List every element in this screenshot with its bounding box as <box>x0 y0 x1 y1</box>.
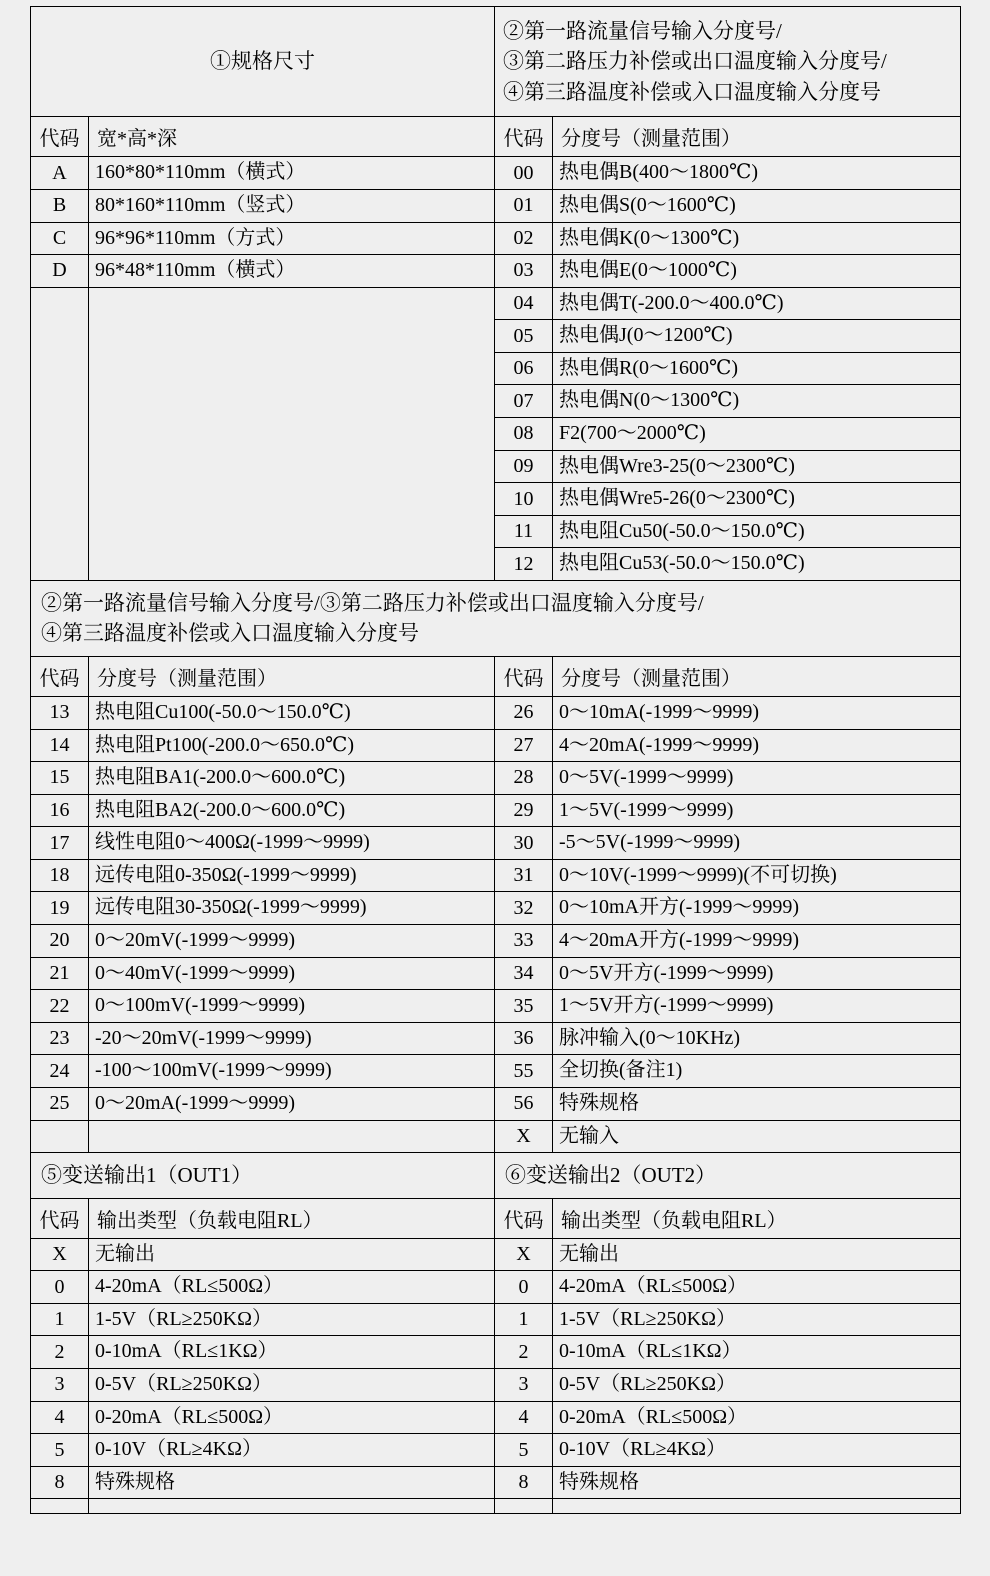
table-row <box>31 1022 961 1055</box>
table-row <box>31 287 961 320</box>
table-row <box>31 1055 961 1088</box>
block1-right-code: 08 <box>495 418 553 451</box>
block2-right-desc: 1～5V开方(-1999～9999) <box>553 990 961 1023</box>
block3-left-desc: 0-20mA（RL≤500Ω） <box>89 1401 495 1434</box>
block2-right-code: 27 <box>495 729 553 762</box>
table-row <box>31 1466 961 1499</box>
block1-left-code: A <box>31 157 89 190</box>
block1-right-code: 00 <box>495 157 553 190</box>
block3-right-code: 5 <box>495 1434 553 1467</box>
block3-right-code: 4 <box>495 1401 553 1434</box>
table-row <box>31 762 961 795</box>
block1-right-code: 10 <box>495 483 553 516</box>
block1-right-header-line-3: ④第三路温度补偿或入口温度输入分度号 <box>503 79 881 104</box>
block1-right-desc: 热电偶E(0～1000℃) <box>553 255 961 288</box>
block2-right-desc: 全切换(备注1) <box>553 1055 961 1088</box>
block3-right-header-text: ⑥变送输出2（OUT2） <box>505 1163 717 1188</box>
table-row <box>31 1088 961 1121</box>
block3-right-desc-partial <box>553 1499 961 1514</box>
block1-left-code: D <box>31 255 89 288</box>
block3-left-desc: 0-5V（RL≥250KΩ） <box>89 1369 495 1402</box>
spec-table-block-1 <box>30 6 961 1514</box>
table-row <box>31 222 961 255</box>
block2-left-desc: 0～20mV(-1999～9999) <box>89 925 495 958</box>
block2-left-desc: 0～20mA(-1999～9999) <box>89 1088 495 1121</box>
block1-right-code: 02 <box>495 222 553 255</box>
block1-right-col-code-header: 代码 <box>495 117 553 157</box>
block2-left-desc: 远传电阻0-350Ω(-1999～9999) <box>89 859 495 892</box>
block2-right-code: 36 <box>495 1022 553 1055</box>
table-row <box>31 859 961 892</box>
block2-left-desc: 热电阻BA1(-200.0～600.0℃) <box>89 762 495 795</box>
block1-left-code: C <box>31 222 89 255</box>
block2-left-desc: 0～40mV(-1999～9999) <box>89 957 495 990</box>
block3-left-header-text: ⑤变送输出1（OUT1） <box>41 1163 253 1188</box>
block2-left-desc: 远传电阻30-350Ω(-1999～9999) <box>89 892 495 925</box>
block2-left-col-code-header: 代码 <box>31 656 89 696</box>
table-row <box>31 957 961 990</box>
block2-left-code: 17 <box>31 827 89 860</box>
block3-left-code: 3 <box>31 1369 89 1402</box>
block2-right-desc: 0～10mA(-1999～9999) <box>553 696 961 729</box>
block1-right-code: 12 <box>495 548 553 581</box>
block1-right-desc: 热电偶T(-200.0～400.0℃) <box>553 287 961 320</box>
block1-right-header-cell <box>495 7 961 117</box>
block1-right-code: 03 <box>495 255 553 288</box>
table-row <box>31 1401 961 1434</box>
table-row <box>31 794 961 827</box>
block2-right-desc: 4～20mA(-1999～9999) <box>553 729 961 762</box>
block2-left-code: 15 <box>31 762 89 795</box>
block1-right-desc: 热电偶R(0～1600℃) <box>553 352 961 385</box>
block3-left-code: 0 <box>31 1271 89 1304</box>
block2-right-desc: 4～20mA开方(-1999～9999) <box>553 925 961 958</box>
block2-right-desc: 0～5V开方(-1999～9999) <box>553 957 961 990</box>
block2-right-code: 32 <box>495 892 553 925</box>
block1-left-desc: 160*80*110mm（横式） <box>89 157 495 190</box>
block3-right-code: 3 <box>495 1369 553 1402</box>
block2-left-desc: 热电阻BA2(-200.0～600.0℃) <box>89 794 495 827</box>
block1-right-desc: 热电阻Cu50(-50.0～150.0℃) <box>553 515 961 548</box>
block3-right-desc: 0-5V（RL≥250KΩ） <box>553 1369 961 1402</box>
block3-left-code: 5 <box>31 1434 89 1467</box>
block3-left-col-code-header: 代码 <box>31 1198 89 1238</box>
table-row <box>31 1120 961 1153</box>
block3-right-desc: 0-20mA（RL≤500Ω） <box>553 1401 961 1434</box>
block1-right-code: 04 <box>495 287 553 320</box>
block2-left-code: 22 <box>31 990 89 1023</box>
block2-left-code: 19 <box>31 892 89 925</box>
block3-left-code: X <box>31 1238 89 1271</box>
table-row <box>31 1271 961 1304</box>
block2-right-code: X <box>495 1120 553 1153</box>
block3-right-desc: 1-5V（RL≥250KΩ） <box>553 1303 961 1336</box>
block3-left-desc: 0-10mA（RL≤1KΩ） <box>89 1336 495 1369</box>
block2-right-desc: 特殊规格 <box>553 1088 961 1121</box>
block2-left-desc-filler <box>89 1120 495 1153</box>
block2-right-code: 31 <box>495 859 553 892</box>
block1-right-code: 11 <box>495 515 553 548</box>
block3-right-desc: 0-10mA（RL≤1KΩ） <box>553 1336 961 1369</box>
table-row <box>31 1238 961 1271</box>
block2-right-code: 34 <box>495 957 553 990</box>
block2-right-code: 55 <box>495 1055 553 1088</box>
table-row <box>31 892 961 925</box>
block1-right-desc: 热电偶B(400～1800℃) <box>553 157 961 190</box>
block3-right-desc: 0-10V（RL≥4KΩ） <box>553 1434 961 1467</box>
table-row <box>31 1336 961 1369</box>
table-row <box>31 189 961 222</box>
block1-right-header-line-1: ②第一路流量信号输入分度号/ <box>503 19 782 43</box>
block1-right-code: 01 <box>495 189 553 222</box>
block3-left-header-cell <box>31 1153 495 1198</box>
table-row <box>31 1434 961 1467</box>
block1-left-desc: 80*160*110mm（竖式） <box>89 189 495 222</box>
block1-left-col-code-header: 代码 <box>31 117 89 157</box>
block2-right-code: 56 <box>495 1088 553 1121</box>
block1-right-desc: 热电偶Wre3-25(0～2300℃) <box>553 450 961 483</box>
block3-left-desc-partial <box>89 1499 495 1514</box>
block2-right-desc: 0～5V(-1999～9999) <box>553 762 961 795</box>
block2-left-desc: 线性电阻0～400Ω(-1999～9999) <box>89 827 495 860</box>
block1-right-desc: 热电阻Cu53(-50.0～150.0℃) <box>553 548 961 581</box>
block3-left-desc: 无输出 <box>89 1238 495 1271</box>
block3-right-code: 1 <box>495 1303 553 1336</box>
block2-left-code: 13 <box>31 696 89 729</box>
table-row <box>31 827 961 860</box>
block2-left-code: 16 <box>31 794 89 827</box>
block1-right-col-desc-header: 分度号（测量范围） <box>553 117 961 157</box>
block2-right-desc: 0～10mA开方(-1999～9999) <box>553 892 961 925</box>
block2-right-col-desc-header: 分度号（测量范围） <box>553 656 961 696</box>
block3-right-code: 8 <box>495 1466 553 1499</box>
block2-right-desc: 0～10V(-1999～9999)(不可切换) <box>553 859 961 892</box>
block1-right-desc: 热电偶S(0～1600℃) <box>553 189 961 222</box>
block2-left-desc: 0～100mV(-1999～9999) <box>89 990 495 1023</box>
block3-right-code: 2 <box>495 1336 553 1369</box>
table-row <box>31 696 961 729</box>
block2-right-code: 29 <box>495 794 553 827</box>
table-row <box>31 1369 961 1402</box>
table-row <box>31 1303 961 1336</box>
table-row-partial <box>31 1499 961 1514</box>
block2-left-desc: 热电阻Cu100(-50.0～150.0℃) <box>89 696 495 729</box>
block2-right-code: 35 <box>495 990 553 1023</box>
block1-right-code: 05 <box>495 320 553 353</box>
block3-left-code: 8 <box>31 1466 89 1499</box>
block2-header-line-2: ④第三路温度补偿或入口温度输入分度号 <box>41 621 419 646</box>
block3-left-code: 2 <box>31 1336 89 1369</box>
block3-left-col-desc-header: 输出类型（负载电阻RL） <box>89 1198 495 1238</box>
block2-right-code: 30 <box>495 827 553 860</box>
block3-left-desc: 特殊规格 <box>89 1466 495 1499</box>
block2-left-desc: 热电阻Pt100(-200.0～650.0℃) <box>89 729 495 762</box>
block2-right-desc: 1～5V(-1999～9999) <box>553 794 961 827</box>
block1-left-desc-filler <box>89 287 495 580</box>
block1-right-header-line-2: ③第二路压力补偿或出口温度输入分度号/ <box>503 49 887 74</box>
block3-right-code: X <box>495 1238 553 1271</box>
block2-right-code: 28 <box>495 762 553 795</box>
block2-left-code: 18 <box>31 859 89 892</box>
block2-header-line-1: ②第一路流量信号输入分度号/③第二路压力补偿或出口温度输入分度号/ <box>41 591 704 616</box>
block3-left-code: 1 <box>31 1303 89 1336</box>
block3-right-desc: 无输出 <box>553 1238 961 1271</box>
block1-left-col-desc-header: 宽*高*深 <box>89 117 495 157</box>
block2-left-code: 23 <box>31 1022 89 1055</box>
block2-left-code: 24 <box>31 1055 89 1088</box>
block2-left-code-filler <box>31 1120 89 1153</box>
block3-left-code-partial <box>31 1499 89 1514</box>
block3-right-code-partial <box>495 1499 553 1514</box>
block3-right-header-cell <box>495 1153 961 1198</box>
block2-right-code: 33 <box>495 925 553 958</box>
block1-left-desc: 96*48*110mm（横式） <box>89 255 495 288</box>
block1-right-desc: 热电偶K(0～1300℃) <box>553 222 961 255</box>
block3-left-desc: 1-5V（RL≥250KΩ） <box>89 1303 495 1336</box>
block3-right-desc: 4-20mA（RL≤500Ω） <box>553 1271 961 1304</box>
block2-right-desc: 无输入 <box>553 1120 961 1153</box>
block2-left-desc: -100～100mV(-1999～9999) <box>89 1055 495 1088</box>
block2-left-code: 21 <box>31 957 89 990</box>
block3-right-code: 0 <box>495 1271 553 1304</box>
block1-left-code-filler <box>31 287 89 580</box>
block2-left-col-desc-header: 分度号（测量范围） <box>89 656 495 696</box>
block2-right-desc: -5～5V(-1999～9999) <box>553 827 961 860</box>
block2-left-code: 20 <box>31 925 89 958</box>
block1-right-desc: 热电偶N(0～1300℃) <box>553 385 961 418</box>
block1-left-header-text: ①规格尺寸 <box>210 49 315 74</box>
block1-right-desc: 热电偶Wre5-26(0～2300℃) <box>553 483 961 516</box>
block1-right-desc: F2(700～2000℃) <box>553 418 961 451</box>
block2-right-desc: 脉冲输入(0～10KHz) <box>553 1022 961 1055</box>
block3-right-desc: 特殊规格 <box>553 1466 961 1499</box>
block2-header-cell <box>31 581 961 657</box>
block3-left-desc: 0-10V（RL≥4KΩ） <box>89 1434 495 1467</box>
block1-left-desc: 96*96*110mm（方式） <box>89 222 495 255</box>
block2-left-desc: -20～20mV(-1999～9999) <box>89 1022 495 1055</box>
block2-left-code: 14 <box>31 729 89 762</box>
block1-right-desc: 热电偶J(0～1200℃) <box>553 320 961 353</box>
table-row <box>31 157 961 190</box>
block2-left-code: 25 <box>31 1088 89 1121</box>
block1-right-code: 09 <box>495 450 553 483</box>
block3-right-col-code-header: 代码 <box>495 1198 553 1238</box>
block1-left-code: B <box>31 189 89 222</box>
block1-right-code: 06 <box>495 352 553 385</box>
block1-right-code: 07 <box>495 385 553 418</box>
block2-right-code: 26 <box>495 696 553 729</box>
block2-right-col-code-header: 代码 <box>495 656 553 696</box>
block1-left-header-cell <box>31 7 495 117</box>
block3-right-col-desc-header: 输出类型（负载电阻RL） <box>553 1198 961 1238</box>
table-row <box>31 729 961 762</box>
table-row <box>31 990 961 1023</box>
block3-left-desc: 4-20mA（RL≤500Ω） <box>89 1271 495 1304</box>
table-row <box>31 925 961 958</box>
table-row <box>31 255 961 288</box>
block3-left-code: 4 <box>31 1401 89 1434</box>
